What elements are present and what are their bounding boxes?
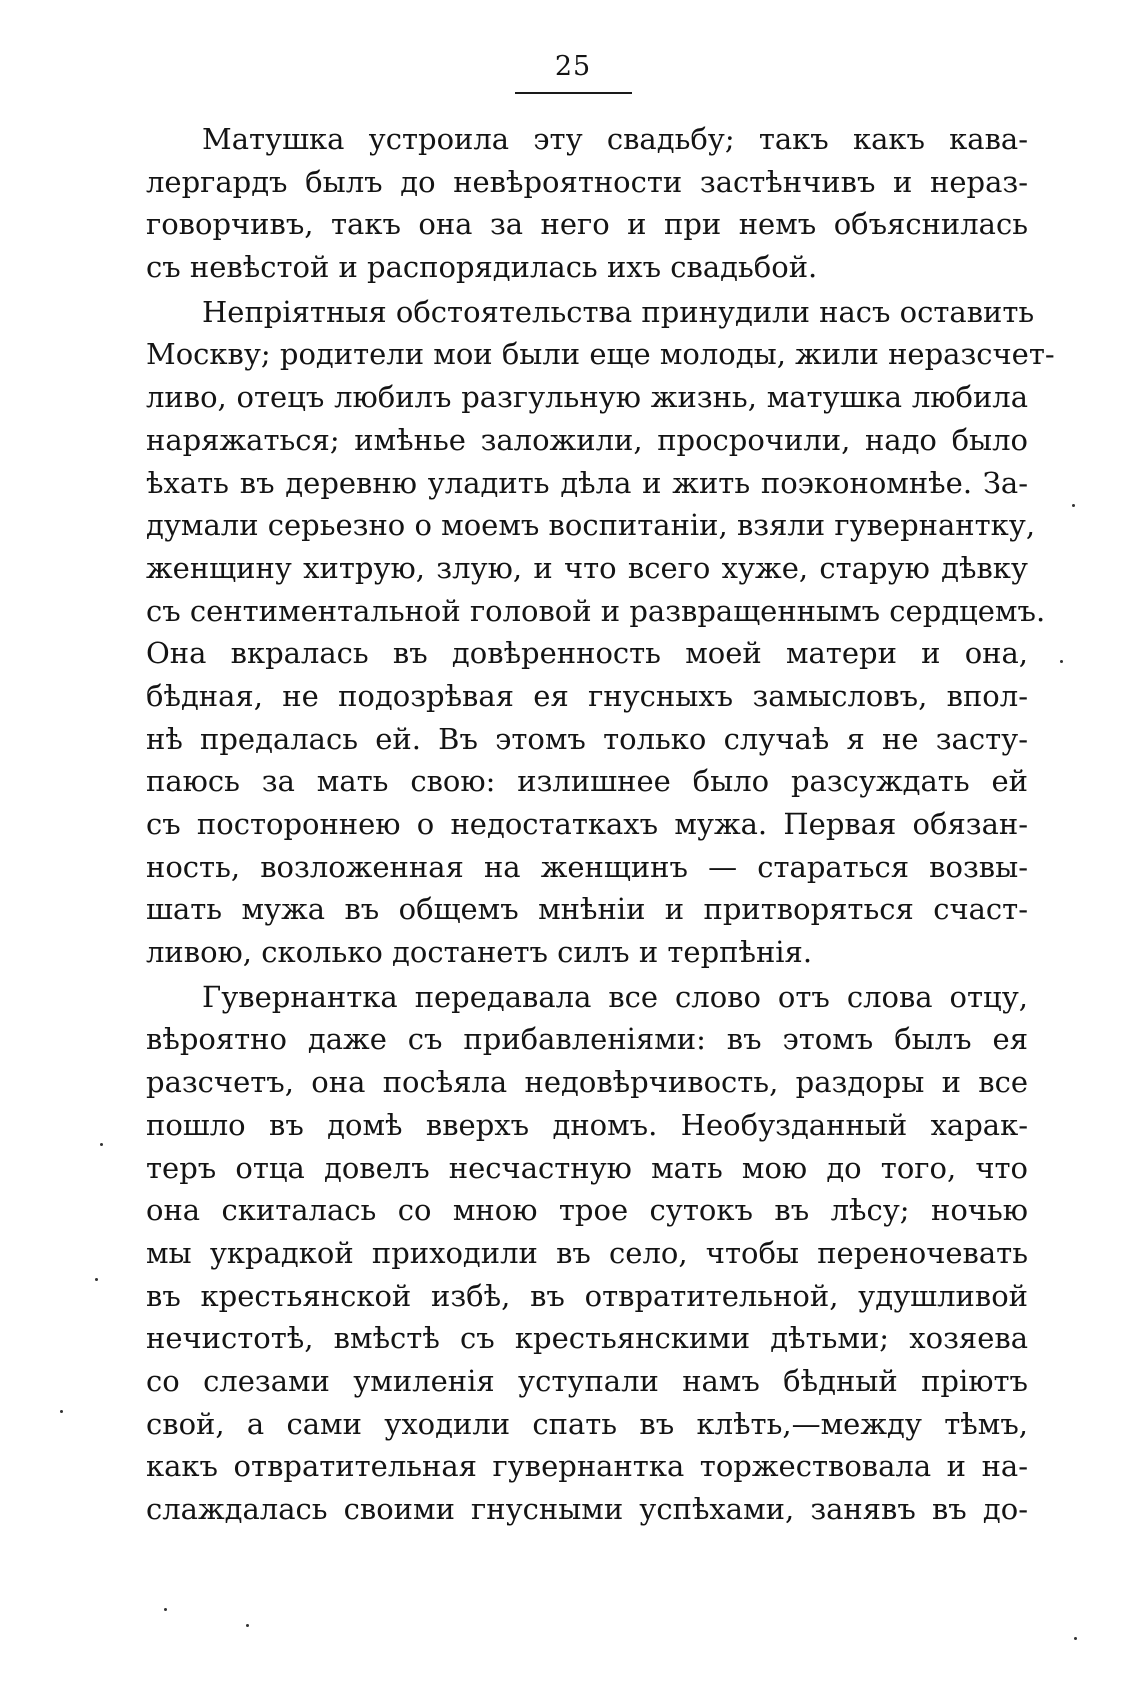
text-line: съ постороннею о недостаткахъ мужа. Первая обязан-: [146, 807, 1028, 841]
text-line: слаждалась своими гнусными успѣхами, занявъ въ до-: [146, 1492, 1028, 1526]
text-line: ѣхать въ деревню уладить дѣла и жить поэкономнѣе. За-: [146, 465, 1028, 500]
text-line: паюсь за мать свою: излишнее было разсуждать ей: [146, 764, 1028, 799]
text-line: какъ отвратительная гувернантка торжествовала и на-: [146, 1449, 1028, 1484]
text-line: ность, возложенная на женщинъ — стараться возвы-: [146, 849, 1028, 884]
scan-speck: [1060, 660, 1063, 663]
text-line: ливою, сколько достанетъ силъ и терпѣнія.: [146, 935, 813, 970]
text-line: она скиталась со мною трое сутокъ въ лѣсу; ночью: [146, 1193, 1028, 1228]
text-line: женщину хитрую, злую, и что всего хуже, старую дѣвку: [146, 550, 1028, 585]
text-line: со слезами умиленія уступали намъ бѣдный пріютъ: [146, 1363, 1028, 1398]
text-line: наряжаться; имѣнье заложили, просрочили, надо было: [146, 422, 1028, 457]
body-text: [146, 118, 1055, 1533]
text-line: Непріятныя обстоятельства принудили насъ оставить: [202, 294, 1035, 329]
page-header: [508, 50, 638, 84]
scan-speck: [1074, 1637, 1077, 1640]
text-line: говорчивъ, такъ она за него и при немъ объяснилась: [146, 207, 1028, 242]
scan-speck: [60, 1410, 63, 1413]
scan-speck: [164, 1608, 167, 1611]
text-line: ливо, отецъ любилъ разгульную жизнь, матушка любила: [146, 380, 1028, 415]
text-line: пошло въ домѣ вверхъ дномъ. Необузданный харак-: [146, 1107, 1028, 1142]
scan-speck: [95, 1278, 98, 1281]
text-line: разсчетъ, она посѣяла недовѣрчивость, раздоры и все: [146, 1065, 1028, 1100]
paragraph-1: [146, 118, 1028, 289]
text-line: думали серьезно о моемъ воспитаніи, взяли гувернантку,: [146, 508, 1036, 543]
text-line: мы украдкой приходили въ село, чтобы переночевать: [146, 1235, 1028, 1270]
page-number: 25: [554, 51, 592, 82]
text-line: съ сентиментальной головой и развращеннымъ сердцемъ.: [146, 593, 1046, 628]
text-line: въ крестьянской избѣ, въ отвратительной, удушливой: [146, 1278, 1028, 1313]
text-line: Москву; родители мои были еще молоды, жили неразсчет-: [146, 337, 1055, 372]
text-line: теръ отца довелъ несчастную мать мою до того, что: [146, 1150, 1028, 1185]
text-line: свой, а сами уходили спать въ клѣть,—между тѣмъ,: [146, 1406, 1028, 1441]
text-line: нечистотѣ, вмѣстѣ съ крестьянскими дѣтьми; хозяева: [146, 1321, 1028, 1356]
text-line: вѣроятно даже съ прибавленіями: въ этомъ былъ ея: [146, 1022, 1028, 1057]
text-line: Она вкралась въ довѣренность моей матери и она,: [146, 636, 1028, 671]
text-line: Гувернантка передавала все слово отъ слова отцу,: [202, 979, 1028, 1014]
text-line: шать мужа въ общемъ мнѣніи и притворяться счаст-: [146, 892, 1028, 927]
scan-speck: [100, 1143, 103, 1146]
paragraph-3: [146, 976, 1028, 1531]
paragraph-2: [146, 291, 1055, 974]
scan-speck: [246, 1624, 249, 1627]
text-line: бѣдная, не подозрѣвая ея гнусныхъ замысловъ, впол-: [146, 678, 1028, 713]
header-rule: [515, 92, 632, 94]
text-line: нѣ предалась ей. Въ этомъ только случаѣ я не засту-: [146, 721, 1028, 756]
scan-speck: [1072, 504, 1075, 507]
text-line: лергардъ былъ до невѣроятности застѣнчивъ и нераз-: [146, 164, 1028, 199]
text-line: съ невѣстой и распорядилась ихъ свадьбой.: [146, 250, 818, 285]
text-line: Матушка устроила эту свадьбу; такъ какъ кава-: [202, 122, 1028, 156]
